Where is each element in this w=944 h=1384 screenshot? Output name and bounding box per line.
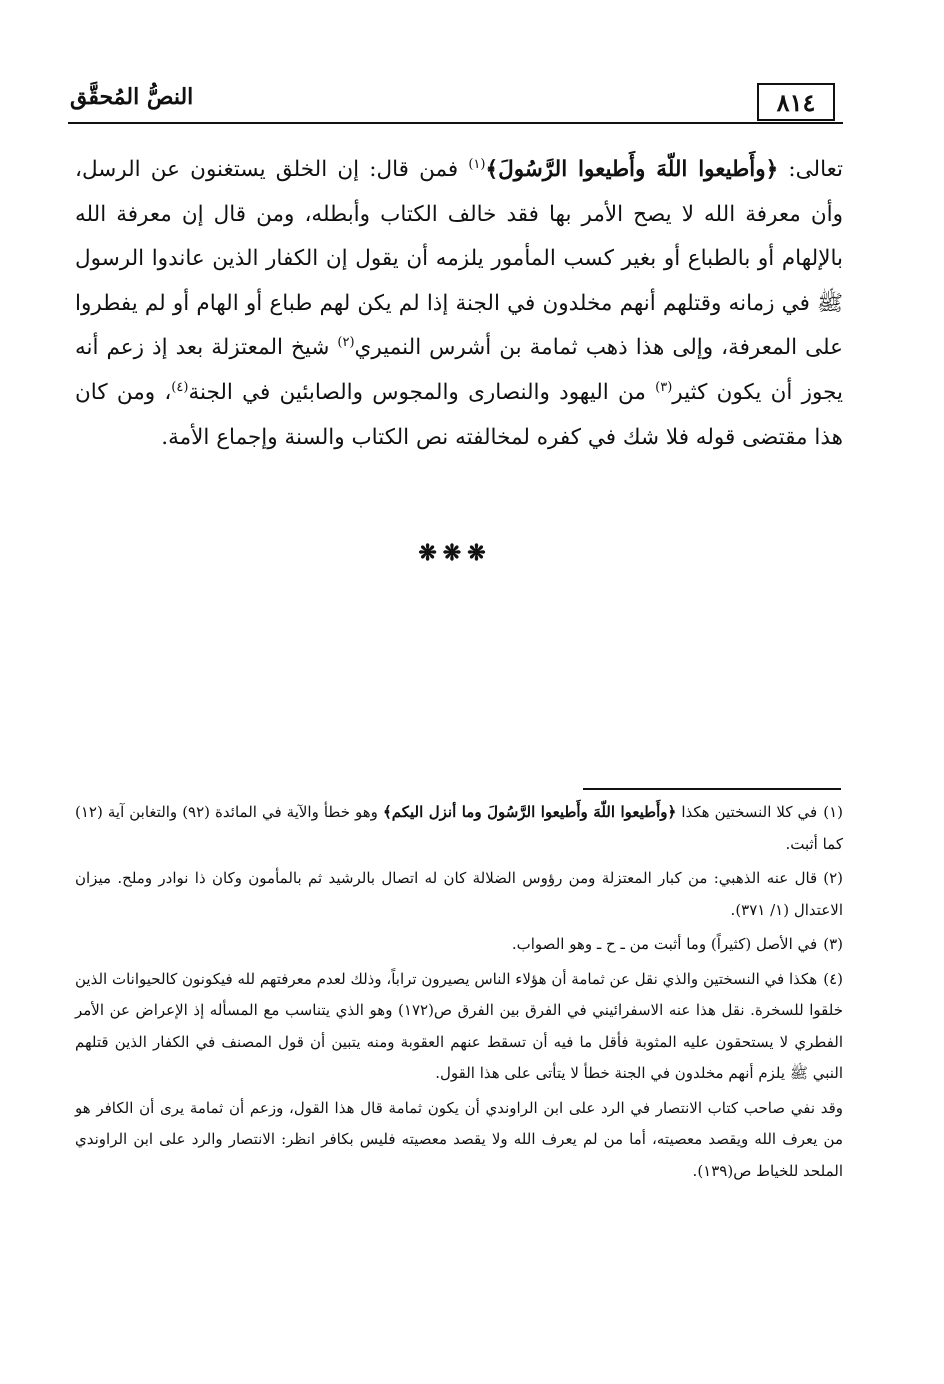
text-span: كثير bbox=[672, 379, 708, 405]
main-text bbox=[75, 148, 843, 460]
footnote-number: (٢) bbox=[823, 869, 843, 887]
text-span: في الأصل (كثيراً) وما أثبت من ـ ح ـ وهو الصواب. bbox=[511, 935, 818, 953]
footnote-ref: (٢) bbox=[337, 335, 355, 351]
text-span: قال عنه الذهبي: من كبار المعتزلة ومن رؤوس الضلالة كان له اتصال بالرشيد ثم بالمأمون وكان ذا نوادر وملح. ميزان الاعتدال (١/ ٣٧١). bbox=[75, 869, 843, 919]
footnote-number: (٣) bbox=[823, 935, 843, 953]
text-span: ، ومن كان هذا bbox=[75, 379, 843, 450]
footnote-ref: (١) bbox=[468, 156, 486, 172]
text-span: ثمامة بن أشرس النميري bbox=[354, 335, 578, 361]
text-span: هكذا في النسختين والذي نقل عن ثمامة أن هؤلاء الناس يصيرون تراباً، وذلك لعدم معرفتهم لله فيكونون كالحيوانات الذين خلقوا للسخرة. نقل هذا عنه الاسفرائيني في الفرق بين الفرق ص(١٧٢) وهو الذي يتناسب مع المسأله إذ الإعراض عن الأمر الفطري لا يستحقون عليه المثوبة فأقل ما فيه أن تسقط عنهم العقوبة ومنه يتبين أن قول المصنف في الكفار الذين قتلهم النبي ﷺ يلزم أنهم مخلدون في الجنة خطأ لا يتأتى على هذا القول. bbox=[75, 969, 843, 1082]
header-rule bbox=[68, 122, 843, 124]
main-line bbox=[151, 157, 843, 182]
main-line: إذا لم يكن لهم طباع أو الهام أو لم يفطروا على المعرفة، وإلى هذا ذهب bbox=[75, 290, 843, 361]
text-span: فمن قال: إن الخلق يستغنون عن bbox=[150, 157, 469, 182]
text-span: وهو خطأ والآية في المائدة (٩٢) والتغابن آية (١٢) كما أثبت. bbox=[75, 803, 843, 853]
page-number-text: ٨١٤ bbox=[776, 87, 816, 117]
footnote-rule bbox=[583, 788, 841, 790]
footnote-1 bbox=[75, 797, 843, 860]
footnote-number: (٤) bbox=[823, 969, 843, 988]
footnote-4-continued: وقد نفي صاحب كتاب الانتصار في الرد على ابن الراوندي أن يكون ثمامة قال هذا القول، وزعم أن ثمامة يرى أن الكافر هو من يعرف الله ويقصد معصيته، أما من لم يعرف الله ولا يقصد معصيته فليس بكافر انظر: الانتصار والرد على ابن الراوندي الملحد للخياط ص(١٣٩). bbox=[75, 1098, 843, 1180]
footnote-3 bbox=[75, 929, 843, 961]
running-title: النصُّ المُحقَّق bbox=[70, 84, 194, 110]
section-ornament: ❋❋❋ bbox=[418, 540, 492, 566]
body-paragraph bbox=[75, 148, 843, 460]
footnote-ref: (٣) bbox=[655, 379, 673, 395]
footnotes bbox=[75, 797, 843, 1190]
main-line: الرسل، وأن معرفة الله لا يصح الأمر بها فقد خالف الكتاب وأبطله، ومن bbox=[75, 157, 843, 227]
footnote-ref: (٤) bbox=[171, 379, 189, 395]
text-span: في كلا النسختين هكذا bbox=[676, 803, 818, 821]
footnote-2 bbox=[75, 863, 843, 926]
text-span: شيخ المعتزلة بعد إذ زعم أنه يجوز أن يكون bbox=[75, 335, 843, 405]
text-span: تعالى: bbox=[778, 157, 843, 182]
footnote-number: (١) bbox=[823, 803, 843, 821]
quran-verse: ﴿وأَطيعوا اللّهَ وأَطيعوا الرَّسُولَ وما أنزل اليكم﴾ bbox=[382, 803, 677, 821]
page-number bbox=[757, 83, 835, 121]
main-line: قال إن معرفة الله بالإلهام أو بالطباع أو بغير كسب المأمور يلزمه أن يقول إن bbox=[75, 201, 843, 272]
footnote-4 bbox=[75, 964, 843, 1090]
quran-verse: ﴿وأَطيعوا اللّهَ وأَطيعوا الرَّسُولَ﴾ bbox=[485, 157, 779, 182]
main-line: مقتضى قوله فلا شك في كفره لمخالفته نص الكتاب والسنة وإجماع الأمة. bbox=[161, 424, 808, 450]
text-span: من اليهود والنصارى والمجوس والصابئين في الجنة bbox=[188, 379, 656, 405]
main-line: الكفار الذين عاندوا الرسول ﷺ في زمانه وقتلهم أنهم مخلدون في الجنة bbox=[75, 246, 844, 316]
